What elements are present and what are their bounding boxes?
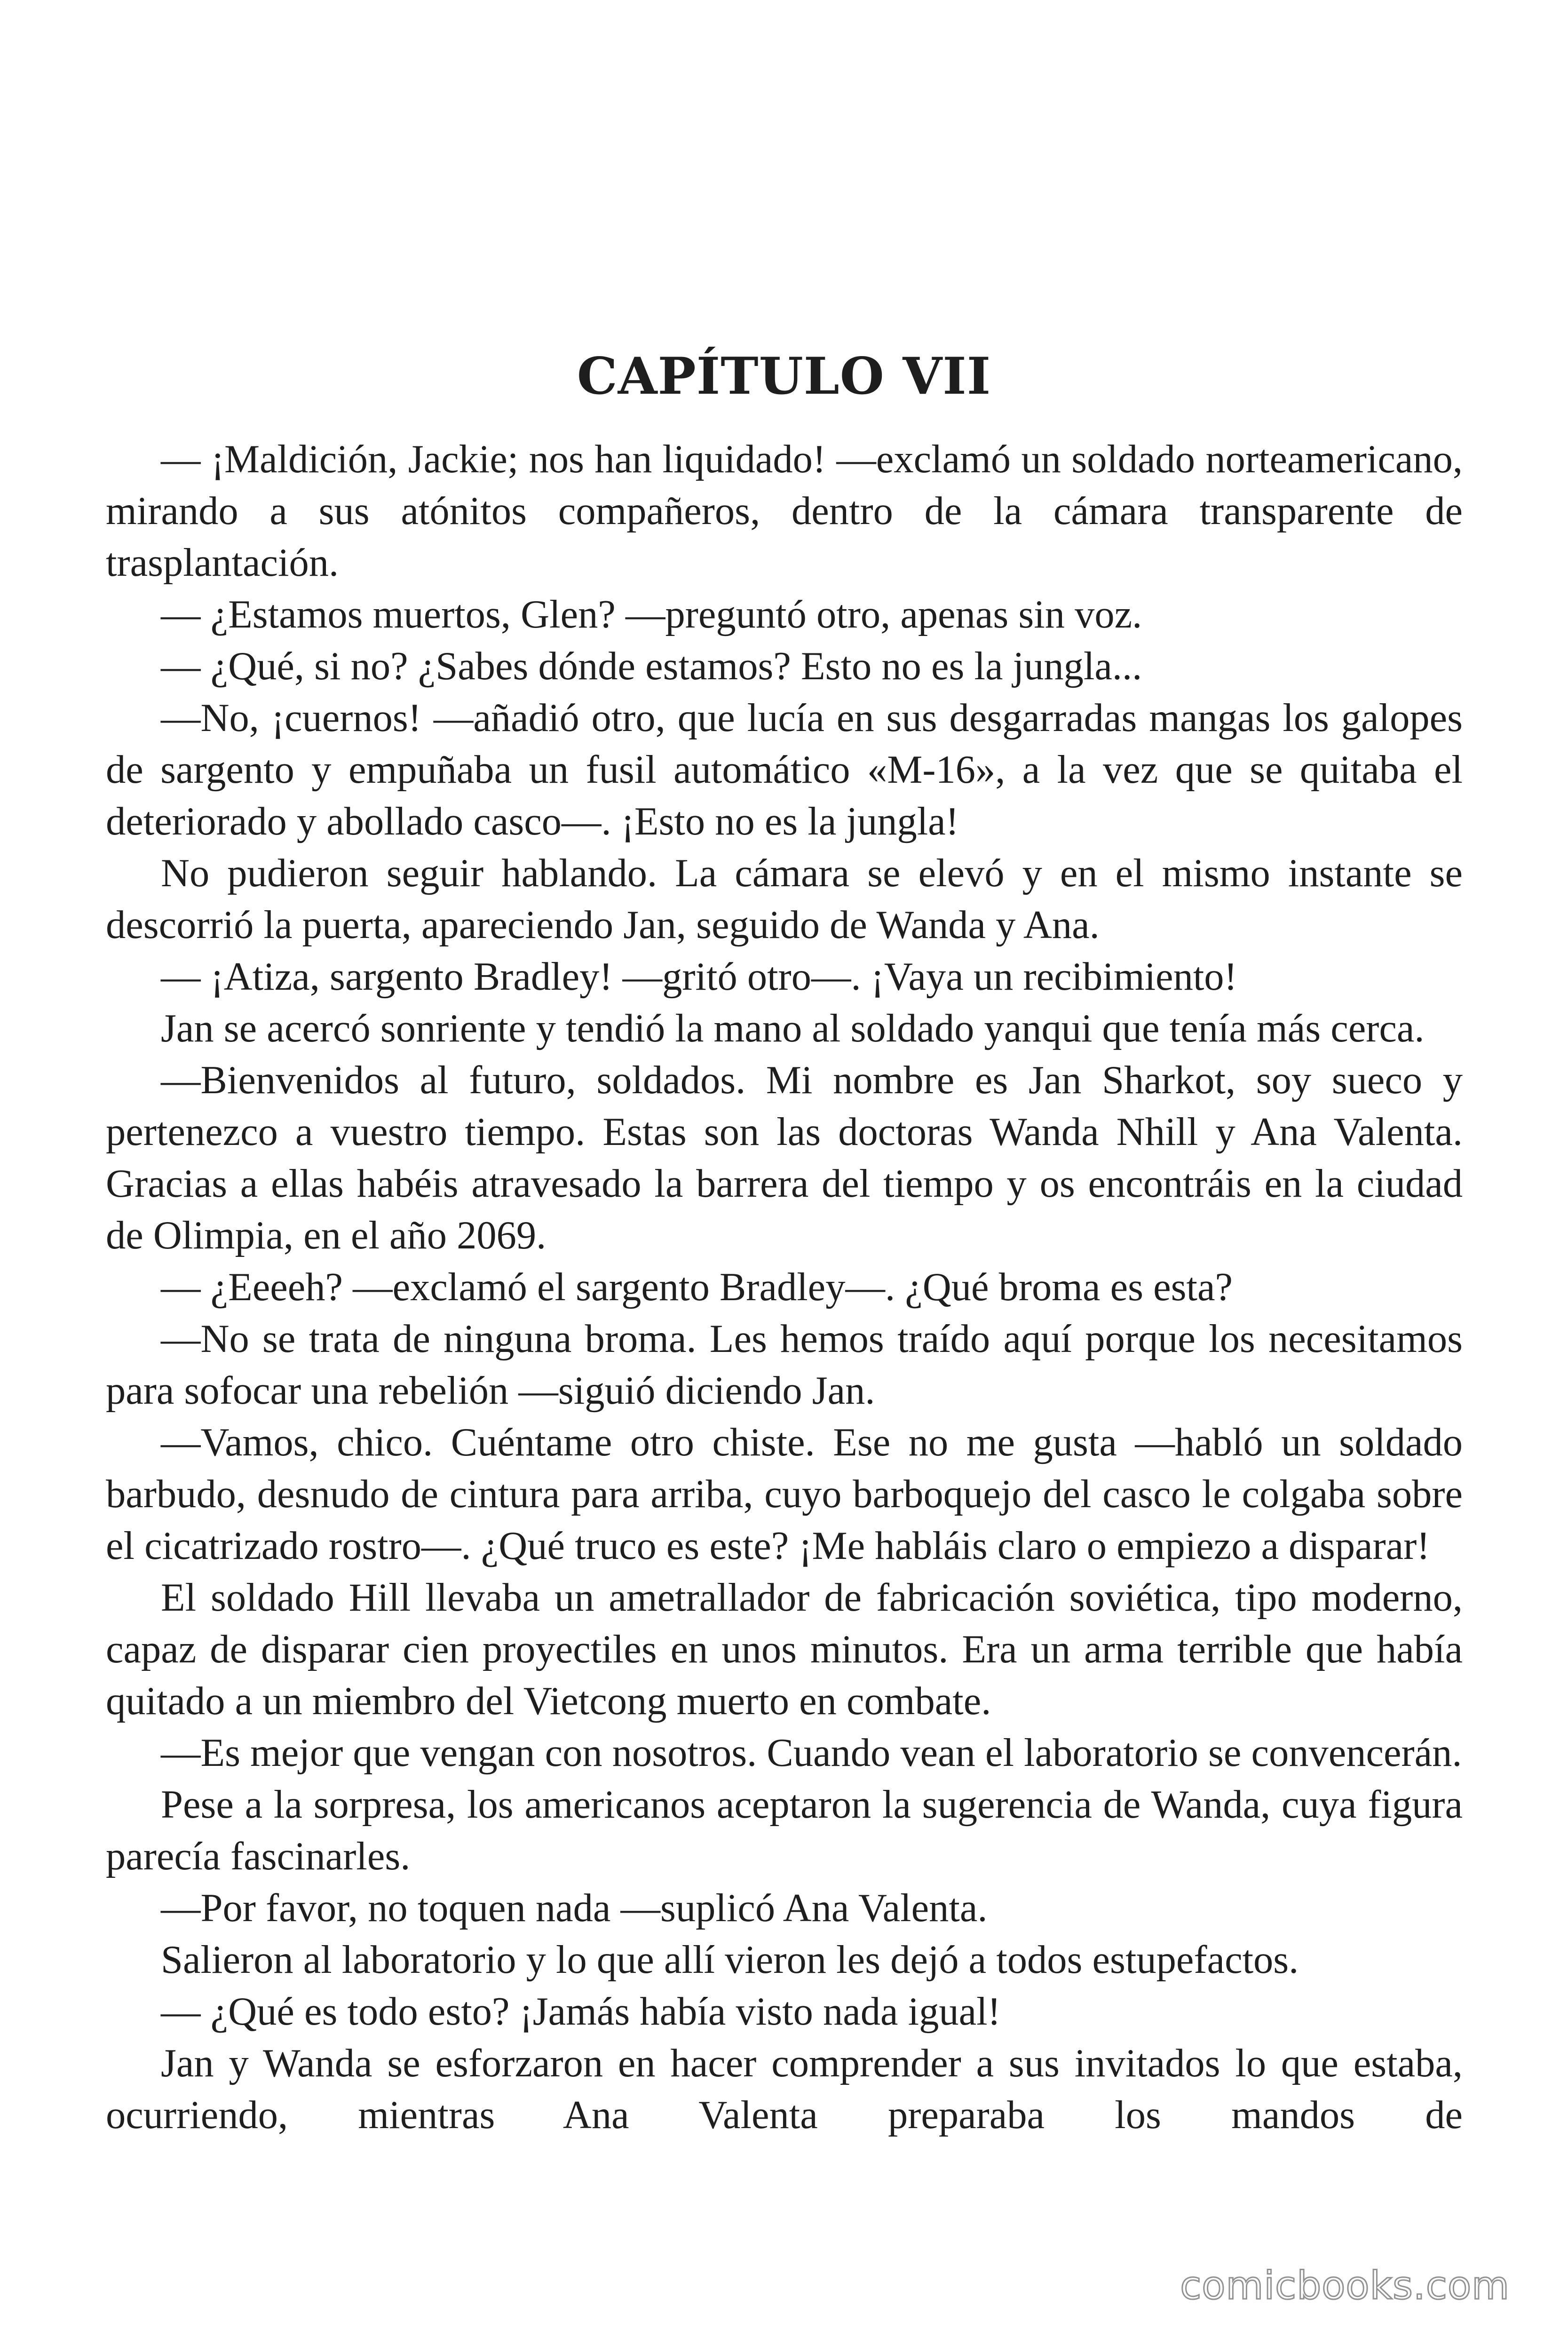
- paragraph: — ¿Qué es todo esto? ¡Jamás había visto nada igual!: [161, 1990, 1001, 2034]
- paragraph: Salieron al laboratorio y lo que allí vieron les dejó a todos estupefactos.: [161, 1938, 1299, 1982]
- paragraph: —Es mejor que vengan con nosotros. Cuando vean el laboratorio se convencerán.: [161, 1731, 1462, 1775]
- paragraph: Pese a la sorpresa, los americanos aceptaron la sugerencia de Wanda, cuya figura parecía fascinarles.: [106, 1783, 1463, 1878]
- paragraph: — ¡Maldición, Jackie; nos han liquidado! —exclamó un soldado norteamericano, mirando a sus atónitos compañeros, dentro de la cámara transparente de trasplantación.: [106, 437, 1463, 585]
- paragraph: Jan se acercó sonriente y tendió la mano al soldado yanqui que tenía más cerca.: [161, 1007, 1425, 1050]
- paragraph: — ¡Atiza, sargento Bradley! —gritó otro—. ¡Vaya un recibimiento!: [161, 955, 1237, 999]
- paragraph: Jan y Wanda se esforzaron en hacer comprender a sus invitados lo que estaba, ocurriendo, mientras Ana Valenta preparaba los mandos de: [106, 2042, 1463, 2137]
- chapter-body: [106, 434, 1463, 2141]
- paragraph: — ¿Eeeeh? —exclamó el sargento Bradley—. ¿Qué broma es esta?: [161, 1265, 1233, 1309]
- paragraph: No pudieron seguir hablando. La cámara se elevó y en el mismo instante se descorrió la puerta, apareciendo Jan, seguido de Wanda y Ana.: [106, 851, 1463, 947]
- paragraph: —No, ¡cuernos! —añadió otro, que lucía en sus desgarradas mangas los galopes de sargento y empuñaba un fusil automático «M-16», a la vez que se quitaba el deteriorado y abollado casco—. ¡Esto no es la jungla!: [106, 696, 1463, 843]
- paragraph: — ¿Estamos muertos, Glen? —preguntó otro, apenas sin voz.: [161, 593, 1142, 636]
- paragraph: El soldado Hill llevaba un ametrallador de fabricación soviética, tipo moderno, capaz de disparar cien proyectiles en unos minutos. Era un arma terrible que había quitado a un miembro del Vietcong muerto en combate.: [106, 1576, 1463, 1723]
- paragraph: —No se trata de ninguna broma. Les hemos traído aquí porque los necesitamos para sofocar una rebelión —siguió diciendo Jan.: [106, 1317, 1463, 1413]
- watermark: comicbooks.com: [1180, 2264, 1510, 2308]
- paragraph: — ¿Qué, si no? ¿Sabes dónde estamos? Esto no es la jungla...: [161, 644, 1142, 688]
- chapter-title: CAPÍTULO VII: [577, 347, 991, 406]
- paragraph: —Por favor, no toquen nada —suplicó Ana Valenta.: [161, 1886, 988, 1930]
- paragraph: —Bienvenidos al futuro, soldados. Mi nombre es Jan Sharkot, soy sueco y pertenezco a vuestro tiempo. Estas son las doctoras Wanda Nhill y Ana Valenta. Gracias a ellas habéis atravesado la barrera del tiempo y os encontráis en la ciudad de Olimpia, en el año 2069.: [106, 1058, 1463, 1257]
- paragraph: —Vamos, chico. Cuéntame otro chiste. Ese no me gusta —habló un soldado barbudo, desnudo de cintura para arriba, cuyo barboquejo del casco le colgaba sobre el cicatrizado rostro—. ¿Qué truco es este? ¡Me habláis claro o empiezo a disparar!: [106, 1421, 1463, 1568]
